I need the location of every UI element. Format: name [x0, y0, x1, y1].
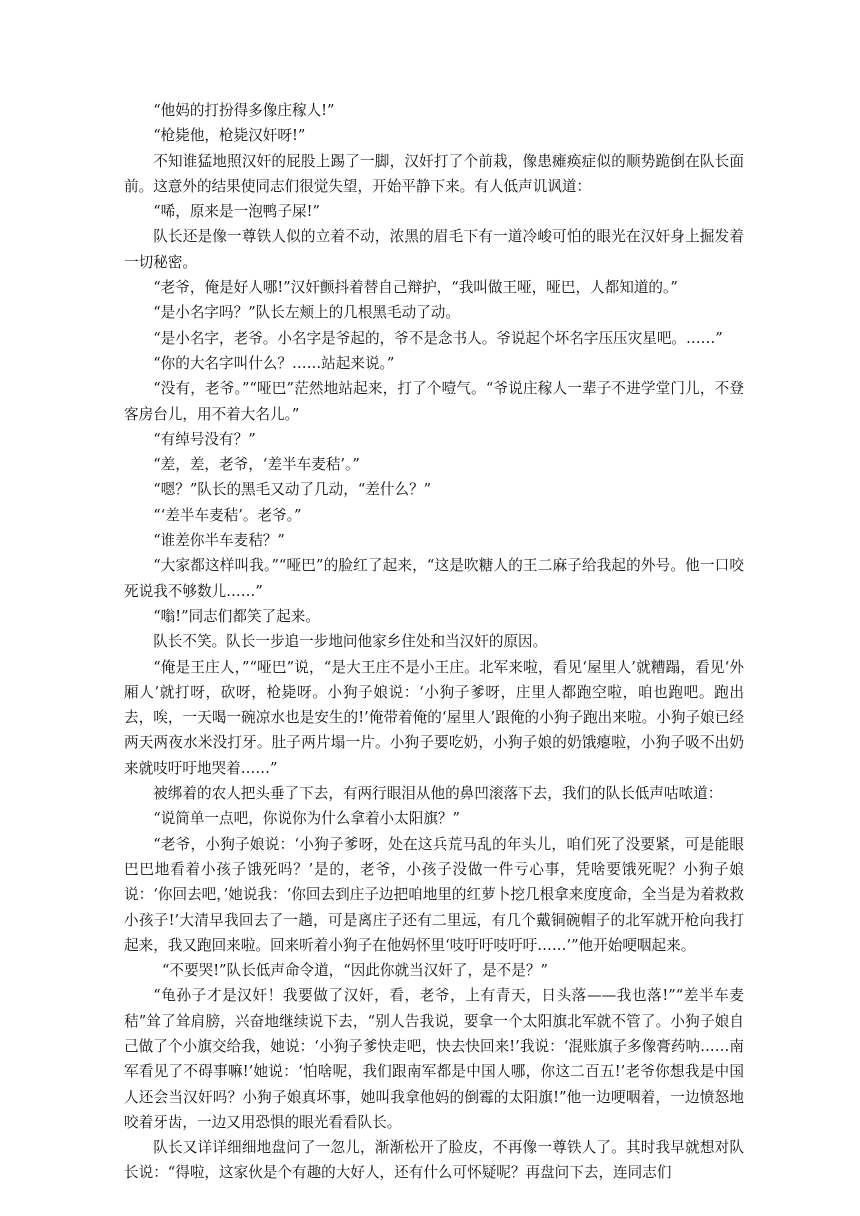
paragraph-9: “你的大名字叫什么？……站起来说。”	[153, 354, 395, 372]
paragraph-12: “差，差，老爷，‘差半车麦秸’。”	[153, 456, 360, 474]
paragraph-6: “老爷，俺是好人哪!”汉奸颤抖着替自己辩护，“我叫做王哑，哑巴，人都知道的。”	[153, 279, 678, 297]
paragraph-21: “说简单一点吧，你说你为什么拿着小太阳旗？”	[153, 810, 460, 828]
paragraph-20: 被绑着的农人把头垂了下去，有两行眼泪从他的鼻凹滚落下去，我们的队长低声咕哝道：	[153, 785, 723, 803]
paragraph-4: “唏，原来是一泡鸭子屎!”	[153, 203, 320, 221]
paragraph-18: 队长不笑。队长一步追一步地问他家乡住处和当汉奸的原因。	[153, 633, 548, 651]
paragraph-16: “大家都这样叫我。”“哑巴”的脸红了起来，“这是吹糖人的王二麻子给我起的外号。他一口咬死说我不够数儿……”	[124, 557, 744, 600]
paragraph-17: “嗡!”同志们都笑了起来。	[153, 607, 320, 625]
document-page	[124, 98, 744, 1186]
paragraph-13: “嗯？”队长的黑毛又动了几动，“差什么？”	[153, 481, 432, 499]
paragraph-10: “没有，老爷。”“哑巴”茫然地站起来，打了个噎气。“爷说庄稼人一辈子不进学堂门儿，不登客房台儿，用不着大名儿。”	[124, 380, 744, 423]
paragraph-2: “枪毙他，枪毙汉奸呀!”	[153, 127, 306, 145]
paragraph-22: “老爷，小狗子娘说：‘小狗子爹呀，处在这兵荒马乱的年头儿，咱们死了没要紧，可是能眼巴巴地看着小孩子饿死吗？’是的，老爷，小孩子没做一件亏心事，凭啥要饿死呢？小狗子娘说：‘你回去吧，’她说我：‘你回去到庄子边把咱地里的红萝卜挖几根拿来度度命，全当是为着救救小孩子!’大清早我回去了一趟，可是离庄子还有二里远，有几个戴铜碗帽子的北军就开枪向我打起来，我又跑回来啦。回来听着小狗子在他妈怀里‘吱吁吁吱吁吁……’”他开始哽咽起来。	[124, 835, 744, 954]
paragraph-15: “谁差你半车麦秸？”	[153, 532, 285, 550]
paragraph-19: “俺是王庄人，”“哑巴”说，“是大王庄不是小王庄。北军来啦，看见‘屋里人’就糟蹋，看见‘外厢人’就打呀，砍呀，枪毙呀。小狗子娘说：‘小狗子爹呀，庄里人都跑空啦，咱也跑吧。跑出去，唉，一天喝一碗凉水也是安生的!’俺带着俺的‘屋里人’跟俺的小狗子跑出来啦。小狗子娘已经两天两夜水米没打牙。肚子两片塌一片。小狗子要吃奶，小狗子娘的奶饿瘪啦，小狗子吸不出奶来就吱吁吁地哭着……”	[124, 658, 744, 777]
paragraph-3: 不知谁猛地照汉奸的屁股上踢了一脚，汉奸打了个前栽，像患瘫痪症似的顺势跪倒在队长面前。这意外的结果使同志们很觉失望，开始平静下来。有人低声讥讽道：	[124, 152, 744, 195]
paragraph-5: 队长还是像一尊铁人似的立着不动，浓黑的眉毛下有一道冷峻可怕的眼光在汉奸身上掘发着一切秘密。	[124, 228, 744, 271]
paragraph-24: “龟孙子才是汉奸！我要做了汉奸，看，老爷，上有青天，日头落——我也落!”“差半车麦秸”耸了耸肩膀，兴奋地继续说下去，“别人告我说，要拿一个太阳旗北军就不管了。小狗子娘自己做了个小旗交给我，她说：‘小狗子爹快走吧，快去快回来!’我说：‘混账旗子多像膏药呐……南军看见了不碍事嘛!’她说：‘怕啥呢，我们跟南军都是中国人哪，你这二百五!’老爷你想我是中国人还会当汉奸吗？小狗子娘真坏事，她叫我拿他妈的倒霉的太阳旗!”他一边哽咽着，一边愤怒地咬着牙齿，一边又用恐惧的眼光看看队长。	[124, 987, 744, 1131]
paragraph-25: 队长又详详细细地盘问了一忽儿，渐渐松开了脸皮，不再像一尊铁人了。其时我早就想对队长说：“得啦，这家伙是个有趣的大好人，还有什么可怀疑呢？再盘问下去，连同志们	[124, 1139, 744, 1182]
paragraph-7: “是小名字吗？”队长左颊上的几根黑毛动了动。	[153, 304, 460, 322]
paragraph-1: “他妈的打扮得多像庄稼人!”	[153, 102, 335, 119]
paragraph-14: “‘差半车麦秸’。老爷。”	[153, 506, 302, 524]
paragraph-11: “有绰号没有？”	[153, 430, 256, 448]
paragraph-23: “不要哭!”队长低声命令道，“因此你就当汉奸了，是不是？”	[161, 962, 548, 980]
paragraph-8: “是小名字，老爷。小名字是爷起的，爷不是念书人。爷说起个坏名字压压灾星吧。……”	[153, 329, 723, 347]
